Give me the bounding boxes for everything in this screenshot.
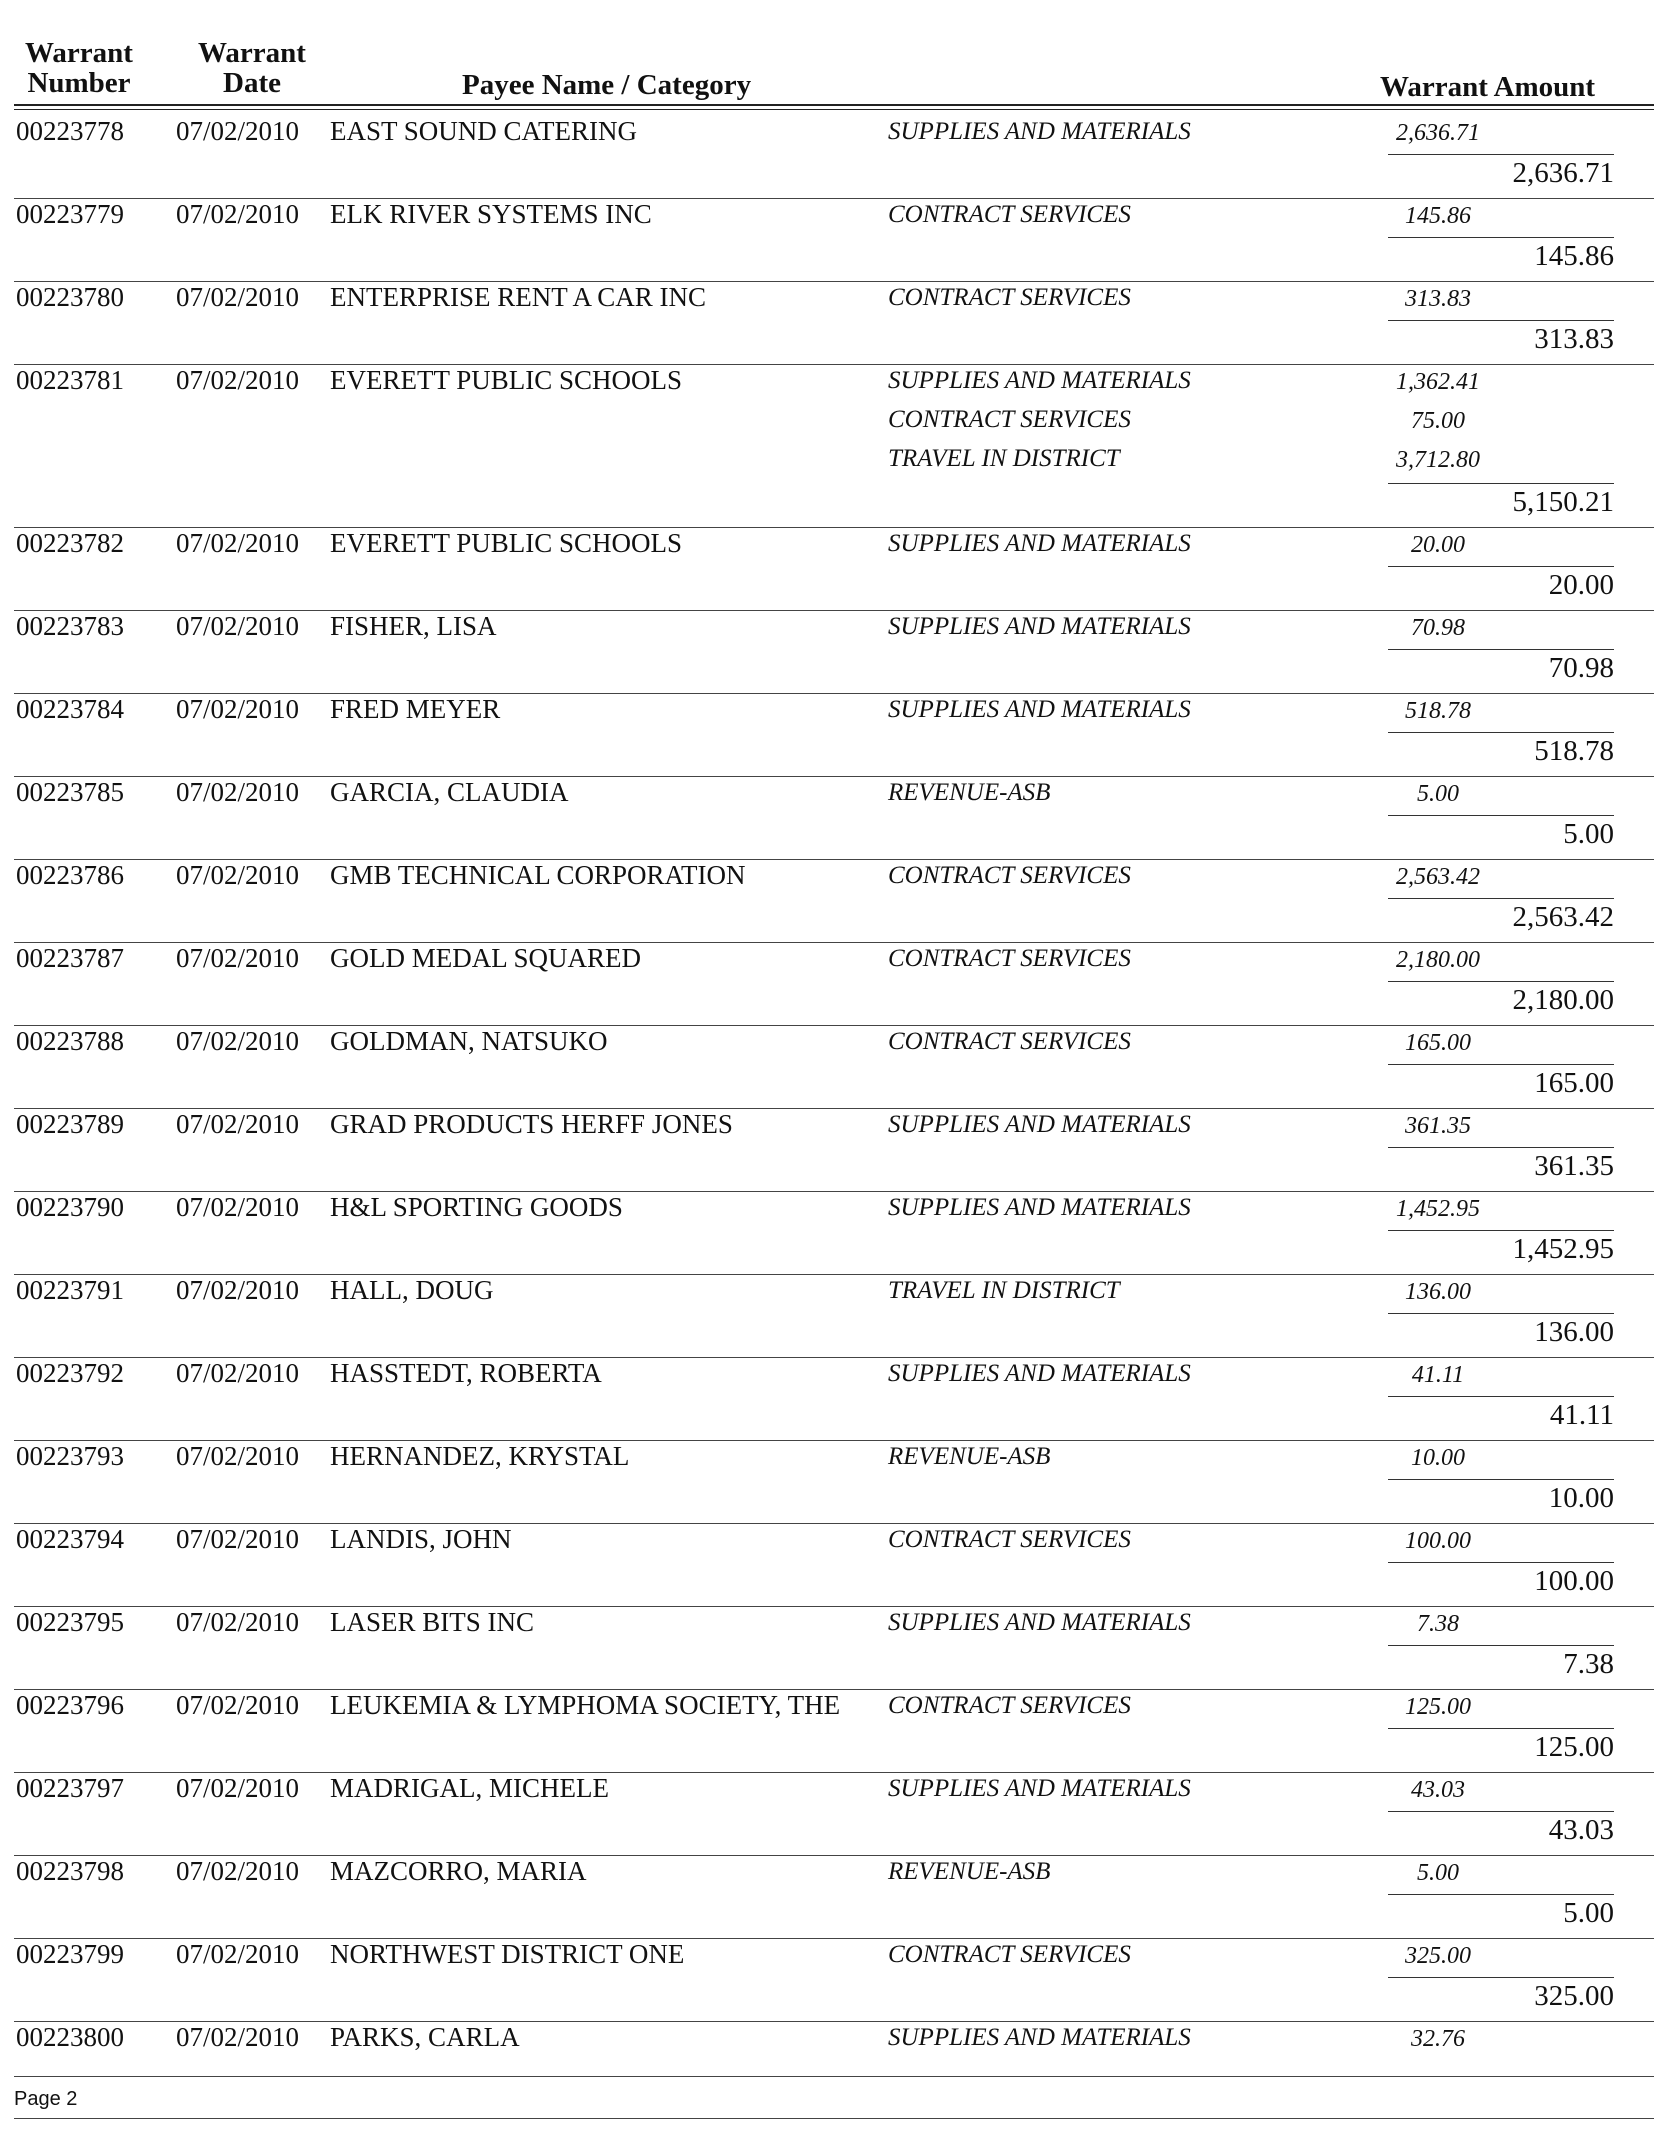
table-row bbox=[14, 1275, 1654, 1358]
category-amount: 20.00 bbox=[1411, 532, 1465, 558]
category-name: CONTRACT SERVICES bbox=[888, 284, 1131, 311]
category-name: TRAVEL IN DISTRICT bbox=[888, 445, 1120, 472]
warrant-number: 00223783 bbox=[16, 611, 124, 641]
warrant-date: 07/02/2010 bbox=[176, 1856, 300, 1886]
category-amount: 518.78 bbox=[1405, 698, 1471, 724]
warrant-number: 00223797 bbox=[16, 1773, 124, 1803]
table-row bbox=[14, 1856, 1654, 1939]
warrant-number: 00223795 bbox=[16, 1607, 124, 1637]
category-lines bbox=[888, 1028, 1528, 1067]
category-amount: 5.00 bbox=[1417, 1860, 1459, 1886]
warrant-date: 07/02/2010 bbox=[176, 1773, 300, 1803]
warrant-total: 145.86 bbox=[1388, 237, 1614, 273]
category-line bbox=[888, 1360, 1528, 1399]
warrant-date: 07/02/2010 bbox=[176, 1275, 300, 1305]
table-row bbox=[14, 2022, 1654, 2119]
warrant-date: 07/02/2010 bbox=[176, 777, 300, 807]
warrant-date: 07/02/2010 bbox=[176, 365, 300, 395]
category-amount: 5.00 bbox=[1417, 781, 1459, 807]
category-lines bbox=[888, 779, 1528, 818]
category-name: REVENUE-ASB bbox=[888, 1858, 1051, 1885]
category-name: CONTRACT SERVICES bbox=[888, 945, 1131, 972]
table-row bbox=[14, 860, 1654, 943]
category-lines bbox=[888, 2024, 1528, 2063]
category-lines bbox=[888, 1775, 1528, 1814]
warrant-number: 00223787 bbox=[16, 943, 124, 973]
warrant-total: 125.00 bbox=[1388, 1728, 1614, 1764]
warrant-date: 07/02/2010 bbox=[176, 860, 300, 890]
category-name: TRAVEL IN DISTRICT bbox=[888, 1277, 1120, 1304]
category-line bbox=[888, 696, 1528, 735]
warrant-total: 165.00 bbox=[1388, 1064, 1614, 1100]
warrant-total: 361.35 bbox=[1388, 1147, 1614, 1183]
table-row bbox=[14, 1358, 1654, 1441]
category-amount: 75.00 bbox=[1411, 408, 1465, 434]
category-line bbox=[888, 201, 1528, 240]
warrant-total: 5,150.21 bbox=[1388, 483, 1614, 519]
table-row bbox=[14, 777, 1654, 860]
warrant-date: 07/02/2010 bbox=[176, 1607, 300, 1637]
warrant-date: 07/02/2010 bbox=[176, 528, 300, 558]
category-line bbox=[888, 1111, 1528, 1150]
category-amount: 2,180.00 bbox=[1396, 947, 1480, 973]
category-line bbox=[888, 406, 1528, 445]
category-line bbox=[888, 779, 1528, 818]
category-amount: 41.11 bbox=[1411, 1362, 1465, 1388]
category-name: CONTRACT SERVICES bbox=[888, 1028, 1131, 1055]
category-amount: 313.83 bbox=[1405, 286, 1471, 312]
payee-name: GRAD PRODUCTS HERFF JONES bbox=[330, 1109, 733, 1139]
table-row bbox=[14, 1192, 1654, 1275]
header-rule bbox=[14, 104, 1654, 106]
table-header bbox=[14, 34, 1654, 114]
category-name: CONTRACT SERVICES bbox=[888, 201, 1131, 228]
payee-name: EVERETT PUBLIC SCHOOLS bbox=[330, 528, 683, 558]
warrant-total: 325.00 bbox=[1388, 1977, 1614, 2013]
category-line bbox=[888, 118, 1528, 157]
category-line bbox=[888, 945, 1528, 984]
category-name: SUPPLIES AND MATERIALS bbox=[888, 1194, 1191, 1221]
payee-name: NORTHWEST DISTRICT ONE bbox=[330, 1939, 685, 1969]
category-lines bbox=[888, 201, 1528, 240]
warrant-number: 00223789 bbox=[16, 1109, 124, 1139]
category-amount: 10.00 bbox=[1411, 1445, 1465, 1471]
warrant-table-body bbox=[14, 116, 1654, 2119]
payee-name: FRED MEYER bbox=[330, 694, 501, 724]
category-lines bbox=[888, 1194, 1528, 1233]
payee-name: HALL, DOUG bbox=[330, 1275, 494, 1305]
category-amount: 1,362.41 bbox=[1396, 369, 1480, 395]
category-amount: 1,452.95 bbox=[1396, 1196, 1480, 1222]
table-row bbox=[14, 1607, 1654, 1690]
warrant-total: 1,452.95 bbox=[1388, 1230, 1614, 1266]
payee-name: PARKS, CARLA bbox=[330, 2022, 520, 2052]
category-lines bbox=[888, 945, 1528, 984]
warrant-total: 10.00 bbox=[1388, 1479, 1614, 1515]
warrant-number: 00223788 bbox=[16, 1026, 124, 1056]
payee-name: GOLD MEDAL SQUARED bbox=[330, 943, 641, 973]
payee-name: H&L SPORTING GOODS bbox=[330, 1192, 623, 1222]
warrant-date: 07/02/2010 bbox=[176, 199, 300, 229]
payee-name: LANDIS, JOHN bbox=[330, 1524, 512, 1554]
warrant-number: 00223799 bbox=[16, 1939, 124, 1969]
category-amount: 3,712.80 bbox=[1396, 447, 1480, 473]
warrant-number: 00223791 bbox=[16, 1275, 124, 1305]
category-line bbox=[888, 1443, 1528, 1482]
category-lines bbox=[888, 1111, 1528, 1150]
payee-name: MADRIGAL, MICHELE bbox=[330, 1773, 609, 1803]
category-lines bbox=[888, 118, 1528, 157]
table-row bbox=[14, 1026, 1654, 1109]
warrant-total: 70.98 bbox=[1388, 649, 1614, 685]
warrant-date: 07/02/2010 bbox=[176, 1358, 300, 1388]
table-row bbox=[14, 1690, 1654, 1773]
payee-name: GMB TECHNICAL CORPORATION bbox=[330, 860, 746, 890]
payee-name: EVERETT PUBLIC SCHOOLS bbox=[330, 365, 683, 395]
header-warrant-date-text: Warrant Date bbox=[198, 37, 306, 99]
category-line bbox=[888, 1277, 1528, 1316]
warrant-total: 5.00 bbox=[1388, 815, 1614, 851]
table-row bbox=[14, 611, 1654, 694]
category-name: REVENUE-ASB bbox=[888, 1443, 1051, 1470]
category-amount: 125.00 bbox=[1405, 1694, 1471, 1720]
header-rule-thin bbox=[14, 109, 1654, 110]
warrant-date: 07/02/2010 bbox=[176, 1109, 300, 1139]
warrant-date: 07/02/2010 bbox=[176, 943, 300, 973]
table-row bbox=[14, 199, 1654, 282]
payee-name: GARCIA, CLAUDIA bbox=[330, 777, 569, 807]
payee-name: ELK RIVER SYSTEMS INC bbox=[330, 199, 652, 229]
category-name: SUPPLIES AND MATERIALS bbox=[888, 1360, 1191, 1387]
category-amount: 136.00 bbox=[1405, 1279, 1471, 1305]
warrant-number: 00223796 bbox=[16, 1690, 124, 1720]
table-row bbox=[14, 282, 1654, 365]
category-amount: 70.98 bbox=[1411, 615, 1465, 641]
category-lines bbox=[888, 613, 1528, 652]
warrant-total: 5.00 bbox=[1388, 1894, 1614, 1930]
warrant-total: 136.00 bbox=[1388, 1313, 1614, 1349]
warrant-number: 00223800 bbox=[16, 2022, 124, 2052]
category-line bbox=[888, 284, 1528, 323]
category-name: SUPPLIES AND MATERIALS bbox=[888, 530, 1191, 557]
payee-name: GOLDMAN, NATSUKO bbox=[330, 1026, 608, 1056]
category-lines bbox=[888, 1443, 1528, 1482]
table-row bbox=[14, 694, 1654, 777]
category-lines bbox=[888, 530, 1528, 569]
category-amount: 2,563.42 bbox=[1396, 864, 1480, 890]
category-amount: 100.00 bbox=[1405, 1528, 1471, 1554]
category-name: CONTRACT SERVICES bbox=[888, 406, 1131, 433]
warrant-number: 00223790 bbox=[16, 1192, 124, 1222]
category-name: CONTRACT SERVICES bbox=[888, 1526, 1131, 1553]
category-line bbox=[888, 1858, 1528, 1897]
category-name: SUPPLIES AND MATERIALS bbox=[888, 118, 1191, 145]
category-amount: 2,636.71 bbox=[1396, 120, 1480, 146]
warrant-number: 00223792 bbox=[16, 1358, 124, 1388]
category-line bbox=[888, 613, 1528, 652]
warrant-total: 20.00 bbox=[1388, 566, 1614, 602]
category-amount: 7.38 bbox=[1417, 1611, 1459, 1637]
category-lines bbox=[888, 1692, 1528, 1731]
category-lines bbox=[888, 284, 1528, 323]
warrant-total: 41.11 bbox=[1388, 1396, 1614, 1432]
payee-name: ENTERPRISE RENT A CAR INC bbox=[330, 282, 707, 312]
table-row bbox=[14, 1773, 1654, 1856]
payee-name: FISHER, LISA bbox=[330, 611, 497, 641]
category-amount: 325.00 bbox=[1405, 1943, 1471, 1969]
warrant-number: 00223779 bbox=[16, 199, 124, 229]
category-name: SUPPLIES AND MATERIALS bbox=[888, 613, 1191, 640]
warrant-date: 07/02/2010 bbox=[176, 1524, 300, 1554]
warrant-date: 07/02/2010 bbox=[176, 611, 300, 641]
warrant-total: 2,563.42 bbox=[1388, 898, 1614, 934]
payee-name: EAST SOUND CATERING bbox=[330, 116, 638, 146]
category-line bbox=[888, 445, 1528, 484]
header-amount: Warrant Amount bbox=[1380, 71, 1596, 103]
table-row bbox=[14, 943, 1654, 1026]
category-line bbox=[888, 1609, 1528, 1648]
warrant-number: 00223784 bbox=[16, 694, 124, 724]
category-lines bbox=[888, 367, 1528, 484]
category-name: SUPPLIES AND MATERIALS bbox=[888, 1111, 1191, 1138]
category-amount: 165.00 bbox=[1405, 1030, 1471, 1056]
warrant-date: 07/02/2010 bbox=[176, 116, 300, 146]
warrant-date: 07/02/2010 bbox=[176, 2022, 300, 2052]
header-warrant-number bbox=[14, 38, 144, 98]
category-line bbox=[888, 1692, 1528, 1731]
warrant-date: 07/02/2010 bbox=[176, 1192, 300, 1222]
category-lines bbox=[888, 696, 1528, 735]
category-line bbox=[888, 1194, 1528, 1233]
warrant-total: 313.83 bbox=[1388, 320, 1614, 356]
table-row bbox=[14, 1939, 1654, 2022]
warrant-number: 00223793 bbox=[16, 1441, 124, 1471]
warrant-date: 07/02/2010 bbox=[176, 694, 300, 724]
category-amount: 32.76 bbox=[1411, 2026, 1465, 2052]
category-name: SUPPLIES AND MATERIALS bbox=[888, 1775, 1191, 1802]
warrant-number: 00223782 bbox=[16, 528, 124, 558]
category-name: CONTRACT SERVICES bbox=[888, 1692, 1131, 1719]
warrant-date: 07/02/2010 bbox=[176, 1939, 300, 1969]
category-line bbox=[888, 1526, 1528, 1565]
warrant-number: 00223778 bbox=[16, 116, 124, 146]
category-name: SUPPLIES AND MATERIALS bbox=[888, 696, 1191, 723]
table-row bbox=[14, 116, 1654, 199]
category-line bbox=[888, 862, 1528, 901]
table-row bbox=[14, 1441, 1654, 1524]
category-lines bbox=[888, 1360, 1528, 1399]
category-name: SUPPLIES AND MATERIALS bbox=[888, 1609, 1191, 1636]
table-row bbox=[14, 1524, 1654, 1607]
warrant-number: 00223785 bbox=[16, 777, 124, 807]
category-lines bbox=[888, 1526, 1528, 1565]
payee-name: LASER BITS INC bbox=[330, 1607, 535, 1637]
category-lines bbox=[888, 1609, 1528, 1648]
category-line bbox=[888, 1775, 1528, 1814]
payee-name: HASSTEDT, ROBERTA bbox=[330, 1358, 602, 1388]
category-name: SUPPLIES AND MATERIALS bbox=[888, 367, 1191, 394]
warrant-date: 07/02/2010 bbox=[176, 282, 300, 312]
payee-name: LEUKEMIA & LYMPHOMA SOCIETY, THE bbox=[330, 1690, 841, 1720]
warrant-number: 00223780 bbox=[16, 282, 124, 312]
footer-rule bbox=[14, 2076, 1654, 2077]
category-line bbox=[888, 530, 1528, 569]
warrant-number: 00223781 bbox=[16, 365, 124, 395]
category-lines bbox=[888, 1858, 1528, 1897]
table-row bbox=[14, 1109, 1654, 1192]
category-lines bbox=[888, 1941, 1528, 1980]
warrant-total: 7.38 bbox=[1388, 1645, 1614, 1681]
header-warrant-date bbox=[182, 38, 322, 98]
warrant-total: 2,636.71 bbox=[1388, 154, 1614, 190]
warrant-date: 07/02/2010 bbox=[176, 1441, 300, 1471]
payee-name: HERNANDEZ, KRYSTAL bbox=[330, 1441, 630, 1471]
header-payee: Payee Name / Category bbox=[462, 69, 752, 101]
warrant-total: 2,180.00 bbox=[1388, 981, 1614, 1017]
warrant-total: 43.03 bbox=[1388, 1811, 1614, 1847]
category-name: REVENUE-ASB bbox=[888, 779, 1051, 806]
category-line bbox=[888, 2024, 1528, 2063]
warrant-number: 00223794 bbox=[16, 1524, 124, 1554]
category-name: SUPPLIES AND MATERIALS bbox=[888, 2024, 1191, 2051]
warrant-total: 100.00 bbox=[1388, 1562, 1614, 1598]
category-lines bbox=[888, 1277, 1528, 1316]
category-line bbox=[888, 1941, 1528, 1980]
table-row bbox=[14, 365, 1654, 528]
table-row bbox=[14, 528, 1654, 611]
warrant-number: 00223798 bbox=[16, 1856, 124, 1886]
warrant-total: 518.78 bbox=[1388, 732, 1614, 768]
category-amount: 361.35 bbox=[1405, 1113, 1471, 1139]
warrant-date: 07/02/2010 bbox=[176, 1026, 300, 1056]
payee-name: MAZCORRO, MARIA bbox=[330, 1856, 587, 1886]
warrant-date: 07/02/2010 bbox=[176, 1690, 300, 1720]
category-line bbox=[888, 367, 1528, 406]
warrant-number: 00223786 bbox=[16, 860, 124, 890]
category-amount: 43.03 bbox=[1411, 1777, 1465, 1803]
category-name: CONTRACT SERVICES bbox=[888, 1941, 1131, 1968]
category-amount: 145.86 bbox=[1405, 203, 1471, 229]
category-name: CONTRACT SERVICES bbox=[888, 862, 1131, 889]
page-number: Page 2 bbox=[14, 2088, 78, 2110]
header-warrant-number-text: Warrant Number bbox=[25, 37, 133, 99]
category-lines bbox=[888, 862, 1528, 901]
category-line bbox=[888, 1028, 1528, 1067]
